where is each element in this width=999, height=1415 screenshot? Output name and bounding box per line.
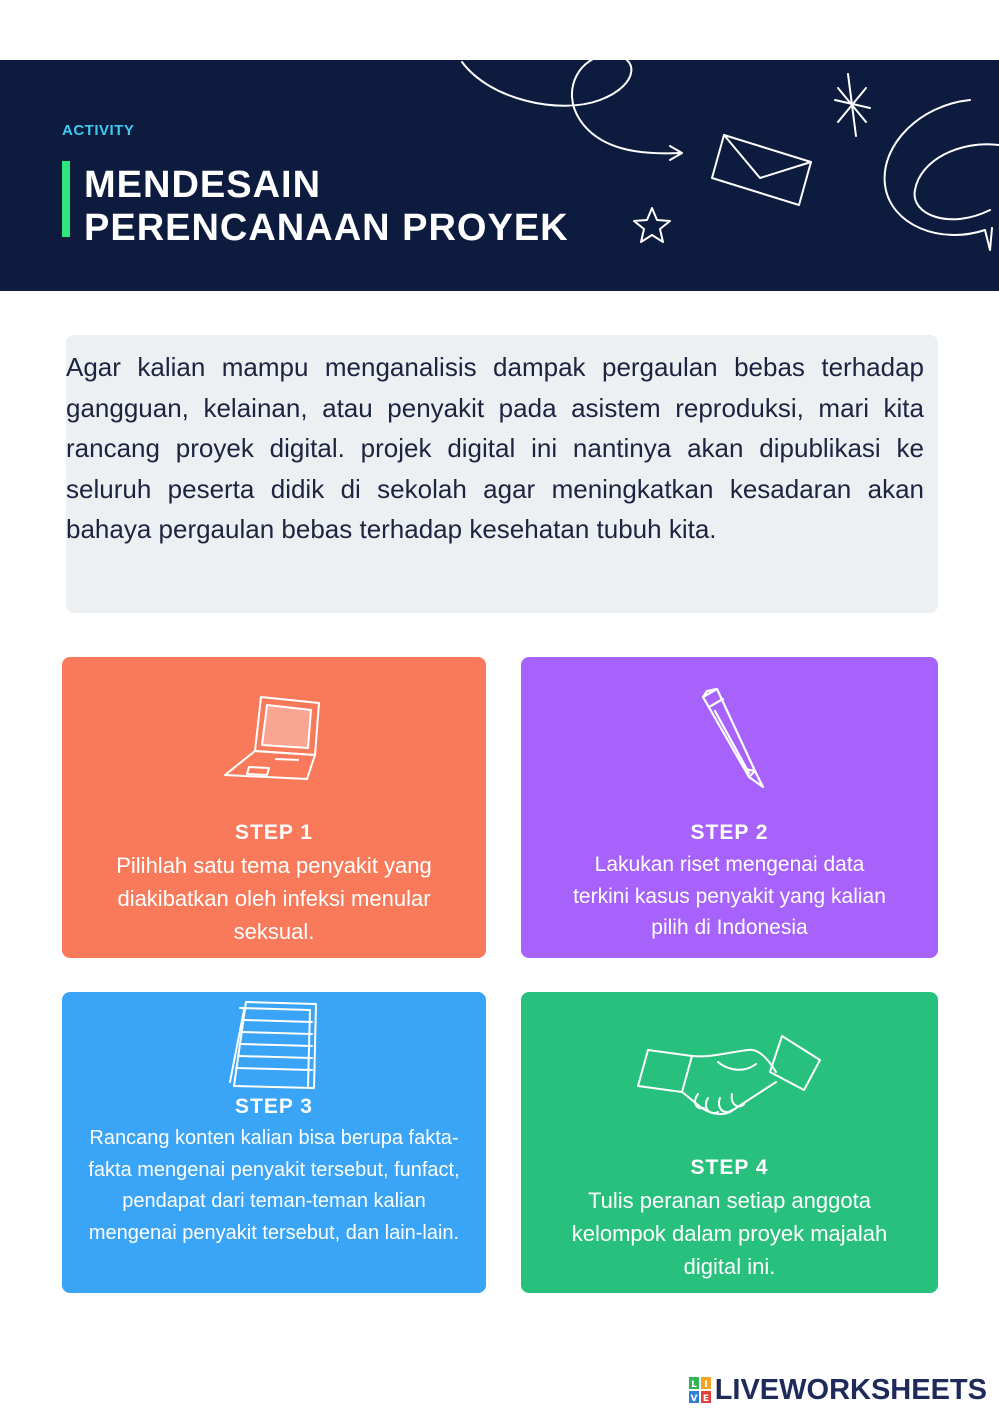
- logo-letter-l: L: [690, 1380, 697, 1390]
- envelope-icon: [712, 135, 811, 205]
- step-1-title: STEP 1: [235, 821, 313, 844]
- header-banner: [0, 60, 999, 291]
- footer-branding: [689, 1372, 987, 1408]
- activity-kicker: ACTIVITY: [62, 122, 135, 139]
- step-3-title: STEP 3: [235, 1095, 313, 1118]
- pencil-icon: [685, 687, 775, 793]
- step-1-text: Pilihlah satu tema penyakit yang diakibatkan oleh infeksi menular seksual.: [116, 853, 432, 944]
- step-card-2: [521, 657, 938, 958]
- title-accent-bar: [62, 161, 70, 237]
- footer-brand[interactable]: LIVEWORKSHEETS: [714, 1373, 987, 1406]
- step-card-3: [62, 992, 486, 1293]
- intro-text: Agar kalian mampu menganalisis dampak pergaulan bebas terhadap gangguan, kelainan, atau penyakit pada asistem reproduksi, mari kita rancang proyek digital. projek digital ini nantinya akan dipublikasi ke seluruh peserta didik di sekolah agar meningkatkan kesadaran akan bahaya pergaulan bebas terhadap kesehatan tubuh kita.: [66, 352, 924, 544]
- step-4-title: STEP 4: [690, 1156, 769, 1179]
- sparkle-icon: [835, 74, 870, 136]
- step-2-text: Lakukan riset mengenai data terkini kasus penyakit yang kalian pilih di Indonesia: [573, 853, 886, 939]
- step-card-1: [62, 657, 486, 958]
- speech-bubble-icon: [885, 100, 999, 250]
- intro-box: [66, 335, 938, 613]
- step-2-title: STEP 2: [690, 821, 769, 844]
- swirl-arrow-icon: [462, 60, 680, 153]
- page-title-line1: MENDESAIN: [84, 164, 322, 206]
- page-title: [84, 164, 569, 250]
- laptop-icon: [219, 693, 329, 785]
- page-title-line2: PERENCANAAN PROYEK: [84, 207, 569, 249]
- liveworksheets-logo-icon: [689, 1377, 711, 1403]
- notepad-icon: [224, 996, 324, 1094]
- star-icon: [634, 208, 670, 242]
- step-3-text: Rancang konten kalian bisa berupa fakta-fakta mengenai penyakit tersebut, funfact, pendapat dari teman-teman kalian mengenai penyakit tersebut, dan lain-lain.: [88, 1127, 460, 1244]
- step-4-text: Tulis peranan setiap anggota kelompok dalam proyek majalah digital ini.: [571, 1188, 888, 1279]
- logo-letter-v: V: [690, 1394, 698, 1403]
- handshake-icon: [630, 1032, 830, 1122]
- logo-letter-e: E: [702, 1394, 709, 1403]
- step-card-4: [521, 992, 938, 1293]
- logo-letter-i: I: [704, 1380, 708, 1390]
